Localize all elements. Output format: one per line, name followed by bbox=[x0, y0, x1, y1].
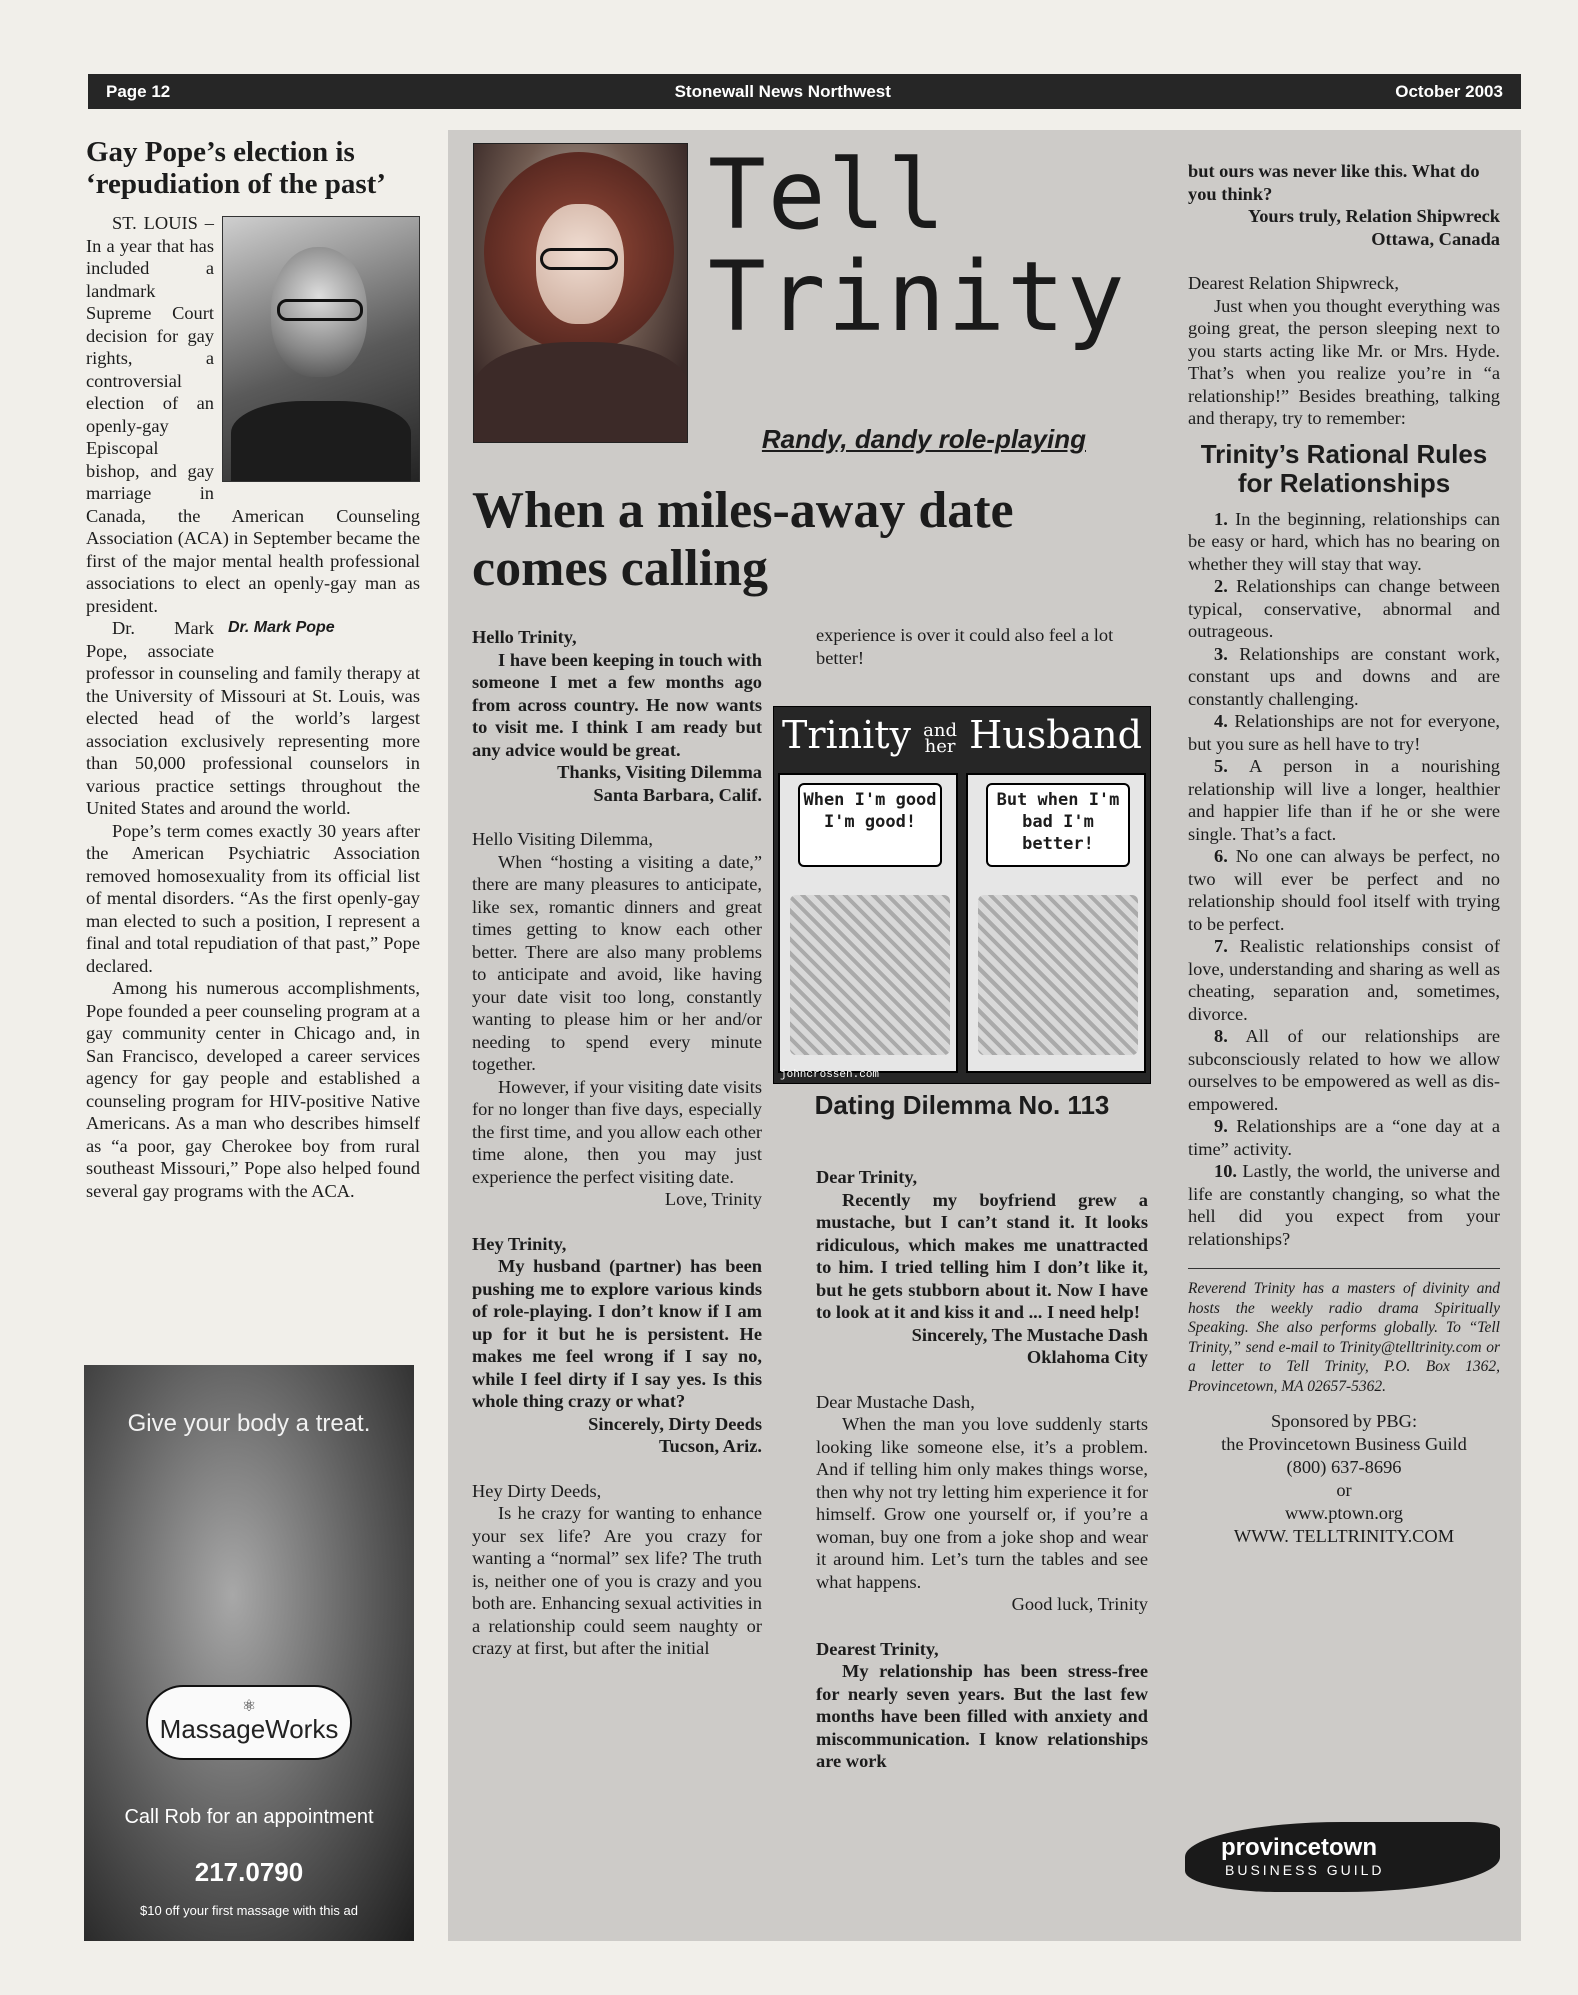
reply-greeting: Hey Dirty Deeds, bbox=[472, 1480, 602, 1501]
article-headline: Gay Pope’s election is ‘repudiation of the past’ bbox=[86, 136, 386, 200]
speech-bubble: But when I'm bad I'm better! bbox=[986, 783, 1130, 867]
publication-name: Stonewall News Northwest bbox=[674, 81, 891, 101]
rule-number: 5. bbox=[1214, 756, 1228, 776]
photo-caption: Dr. Mark Pope bbox=[228, 619, 335, 636]
letters-column-2 bbox=[816, 1166, 1148, 1773]
reply-body: When “hosting a visiting a date,” there are many pleasures to anticipate, like sex, romantic dinners and great times getting to know each other better. There are also many problems to anticipate and avoid, like having your date visit too long, constantly wanting to please him or her and/or needing to spend every minute together. bbox=[472, 851, 762, 1074]
sponsor-line: Sponsored by PBG: bbox=[1270, 1411, 1418, 1431]
rule-number: 3. bbox=[1214, 643, 1228, 664]
rule-text: A person in a nourishing relationship will live a longer, healthier and happier life than if he or she were single. That’s a fact. bbox=[1188, 756, 1500, 844]
cartoon-title-her: her bbox=[924, 735, 956, 757]
column-tagline: Randy, dandy role-playing bbox=[761, 424, 1086, 454]
rule-text: Lastly, the world, the universe and life are constantly changing, so what the hell did you expect from your relationships? bbox=[1188, 1161, 1500, 1249]
sponsor-website[interactable]: www.ptown.org bbox=[1284, 1503, 1403, 1523]
page-number: Page 12 bbox=[106, 81, 171, 101]
ad-offer: $10 off your first massage with this ad bbox=[140, 1903, 358, 1918]
rules-list bbox=[1188, 508, 1500, 1251]
reply-body: Just when you thought everything was going great, the person sleeping next to you starts acting like Mr. or Mrs. Hyde. That’s when you realize you’re in “a relationship!” Besides breathing, talking and therapy, try to remember: bbox=[1188, 295, 1500, 428]
rule-number: 9. bbox=[1214, 1116, 1228, 1136]
page-header bbox=[88, 74, 1521, 109]
ad-tagline: Give your body a treat. bbox=[127, 1410, 371, 1437]
mark-pope-photo bbox=[222, 216, 420, 482]
rule-item bbox=[1188, 508, 1500, 576]
trinity-portrait bbox=[473, 143, 688, 443]
letters-column-1 bbox=[472, 626, 762, 1660]
rule-item bbox=[1188, 1160, 1500, 1250]
letter-location: Ottawa, Canada bbox=[1371, 228, 1500, 249]
rule-item bbox=[1188, 845, 1500, 935]
rule-number: 6. bbox=[1214, 846, 1228, 866]
massageworks-ad[interactable] bbox=[84, 1365, 414, 1941]
trinity-website[interactable]: WWW. TELLTRINITY.COM bbox=[1233, 1526, 1455, 1546]
letter-signature: Yours truly, Relation Shipwreck bbox=[1247, 206, 1500, 226]
letter-greeting: Hello Trinity, bbox=[472, 627, 577, 647]
cartoon-panel-left bbox=[778, 773, 958, 1073]
reply-signature: Good luck, Trinity bbox=[1011, 1594, 1148, 1614]
letter-body: My relationship has been stress-free for nearly seven years. But the last few months have been filled with anxiety and miscommunication. I know relationships are work bbox=[816, 1661, 1148, 1771]
cartoon-credit: johncrossen.com bbox=[780, 1069, 880, 1081]
column-title bbox=[708, 139, 1127, 353]
rule-text: Relationships are constant work, constant ups and downs and are constantly challenging. bbox=[1188, 643, 1500, 709]
rule-item bbox=[1188, 710, 1500, 755]
letter-location: Oklahoma City bbox=[1026, 1347, 1148, 1367]
pope-article bbox=[86, 136, 420, 1202]
massageworks-logo bbox=[146, 1685, 352, 1760]
reply-body: Is he crazy for wanting to enhance your sex life? Are you crazy for wanting a “normal” sex life? The truth is, neither one of you is crazy and you both are. Enhancing sexual activities in a relationship could seem naughty or crazy at first, but after the initial bbox=[472, 1503, 762, 1658]
letters-column-3 bbox=[1188, 160, 1500, 1548]
column-title-line2: Trinity bbox=[708, 241, 1127, 353]
reply-greeting: Hello Visiting Dilemma, bbox=[472, 829, 653, 849]
continued-text bbox=[816, 624, 1148, 669]
cartoon-title-and: and bbox=[923, 719, 957, 741]
rule-text: Relationships can change between typical, conservative, abnormal and outrageous. bbox=[1188, 576, 1500, 641]
rule-text: All of our relationships are subconsciously related to how we allow ourselves to be empowered as well as dis-empowered. bbox=[1188, 1026, 1500, 1114]
cartoon-scene bbox=[978, 895, 1138, 1055]
rule-text: No one can always be perfect, no two will ever be perfect and no relationship should fool itself with trying to be perfect. bbox=[1188, 846, 1500, 934]
reply-body: When the man you love suddenly starts looking like someone else, it’s a problem. And if telling him only makes things worse, then why not try letting him experience it for himself. Grow one yourself or, if you’re a woman, buy one from a joke shop and wear it around him. Let’s turn the tables and see what happens. bbox=[816, 1414, 1148, 1592]
letter-greeting: Hey Trinity, bbox=[472, 1233, 567, 1254]
rule-number: 4. bbox=[1214, 711, 1228, 731]
cartoon-title-name: Trinity bbox=[782, 713, 912, 757]
rule-number: 7. bbox=[1214, 936, 1228, 956]
letter-signature: Thanks, Visiting Dilemma bbox=[557, 762, 762, 782]
rule-text: Relationships are a “one day at a time” activity. bbox=[1188, 1116, 1500, 1159]
cartoon-caption: Dating Dilemma No. 113 bbox=[814, 1090, 1110, 1120]
ad-call-text: Call Rob for an appointment bbox=[124, 1806, 374, 1828]
column-title-line1: Tell bbox=[708, 139, 948, 251]
letter-location: Santa Barbara, Calif. bbox=[593, 784, 762, 805]
sponsor-name: the Provincetown Business Guild bbox=[1221, 1434, 1467, 1454]
rule-number: 8. bbox=[1214, 1026, 1228, 1046]
issue-date: October 2003 bbox=[1395, 81, 1503, 101]
article-paragraph: Pope’s term comes exactly 30 years after the American Psychiatric Association removed homosexuality from its official list of mental disorders. “As the first openly-gay man elected to such a position, I represent a final and total repudiation of that past,” Pope declared. bbox=[86, 820, 420, 976]
cartoon-strip bbox=[773, 706, 1151, 1084]
rule-text: Relationships are not for everyone, but you sure as hell have to try! bbox=[1188, 711, 1500, 754]
letter-greeting: Dearest Trinity, bbox=[816, 1638, 939, 1659]
rule-item bbox=[1188, 1115, 1500, 1160]
pbg-logo-name: provincetown bbox=[1221, 1834, 1378, 1861]
rule-text: In the beginning, relationships can be easy or hard, which has no bearing on whether they will stay that way. bbox=[1188, 508, 1500, 574]
cartoon-title-husband: Husband bbox=[969, 713, 1142, 757]
rule-item bbox=[1188, 1025, 1500, 1115]
article-paragraph: Among his numerous accomplishments, Pope founded a peer counseling program at a gay community center in Chicago and, in San Francisco, developed a career services agency for gay people and established a counseling program for HIV-positive Native Americans. As a man who describes himself as “a poor, gay Cherokee boy from rural southeast Missouri,” Pope also helped found several gay programs with the ACA. bbox=[86, 978, 420, 1201]
article-paragraph: Dr. Mark Pope, associate professor in counseling and family therapy at the University of Missouri at St. Louis, was elected head of the world’s largest association exclusively representing more than 50,000 professional counselors in various practice settings throughout the United States and around the world. bbox=[86, 618, 420, 818]
ad-brand: MassageWorks bbox=[159, 1714, 339, 1744]
letter-signature: Sincerely, The Mustache Dash bbox=[911, 1324, 1148, 1345]
reply-body: However, if your visiting date visits for no longer than five days, especially the first time, and you allow each other time alone, then you may just experience the perfect visiting date. bbox=[472, 1076, 762, 1187]
cartoon-scene bbox=[790, 895, 950, 1055]
rule-number: 2. bbox=[1214, 576, 1228, 596]
letter-body: Recently my boyfriend grew a mustache, but I can’t stand it. It looks ridiculous, which makes me unattracted to him. I tried telling him I don’t like it, but he gets stubborn about it. Now I have to look at it and kiss it and ... I need help! bbox=[816, 1189, 1148, 1322]
reply-body: experience is over it could also feel a lot better! bbox=[816, 625, 1114, 668]
rule-number: 1. bbox=[1214, 508, 1228, 529]
letter-greeting: Dear Trinity, bbox=[816, 1167, 918, 1187]
letter-body: but ours was never like this. What do you think? bbox=[1188, 161, 1480, 204]
rule-number: 10. bbox=[1214, 1161, 1237, 1181]
reply-greeting: Dearest Relation Shipwreck, bbox=[1188, 273, 1399, 293]
cartoon-panel-right bbox=[966, 773, 1146, 1073]
letter-body: I have been keeping in touch with someone I met a few months ago from across country. He now wants to visit me. I think I am ready but any advice would be great. bbox=[472, 649, 762, 760]
reply-greeting: Dear Mustache Dash, bbox=[816, 1391, 975, 1412]
ad-phone: 217.0790 bbox=[194, 1857, 304, 1887]
rule-item bbox=[1188, 643, 1500, 711]
letter-body: My husband (partner) has been pushing me to explore various kinds of role-playing. I don’t know if I am up for it but he is persistent. He makes me feel wrong if I say no, while I feel dirty if I say yes. Is this whole thing crazy or what? bbox=[472, 1256, 762, 1411]
sponsor-phone: (800) 637-8696 bbox=[1286, 1457, 1402, 1477]
author-bio: Reverend Trinity has a masters of divinity and hosts the weekly radio drama Spiritually Speaking. She also performs globally. To “Tell Trinity,” send e-mail to Trinity@telltrinity.com or a letter to Tell Trinity, P.O. Box 1362, Provincetown, MA 02657-5362. bbox=[1188, 1268, 1500, 1396]
cartoon-title bbox=[774, 713, 1150, 757]
rule-item bbox=[1188, 575, 1500, 643]
swirl-icon: ⚛ bbox=[241, 1698, 257, 1715]
rules-heading: Trinity’s Rational Rules for Relationships bbox=[1200, 438, 1488, 498]
sponsor-block bbox=[1188, 1410, 1500, 1548]
rule-item bbox=[1188, 755, 1500, 845]
speech-bubble: When I'm good I'm good! bbox=[798, 783, 942, 867]
pbg-logo-guild: BUSINESS GUILD bbox=[1225, 1862, 1385, 1878]
sponsor-or: or bbox=[1336, 1480, 1352, 1500]
column-headline: When a miles-away date comes calling bbox=[472, 482, 1014, 597]
pbg-logo bbox=[1185, 1822, 1500, 1892]
reply-signature: Love, Trinity bbox=[664, 1189, 762, 1209]
rule-text: Realistic relationships consist of love, understanding and sharing as well as cheating, separation and, sometimes, divorce. bbox=[1188, 936, 1500, 1024]
article-paragraph: ST. LOUIS – In a year that has included a landmark Supreme Court decision for gay rights, a controversial election of an openly-gay Episcopal bishop, and gay marriage in Canada, the American Counseling Association (ACA) in September became the first of the major mental health professional associations to elect an openly-gay man as president. bbox=[86, 213, 420, 616]
rule-item bbox=[1188, 935, 1500, 1025]
letter-location: Tucson, Ariz. bbox=[658, 1436, 762, 1456]
letter-signature: Sincerely, Dirty Deeds bbox=[588, 1413, 762, 1434]
